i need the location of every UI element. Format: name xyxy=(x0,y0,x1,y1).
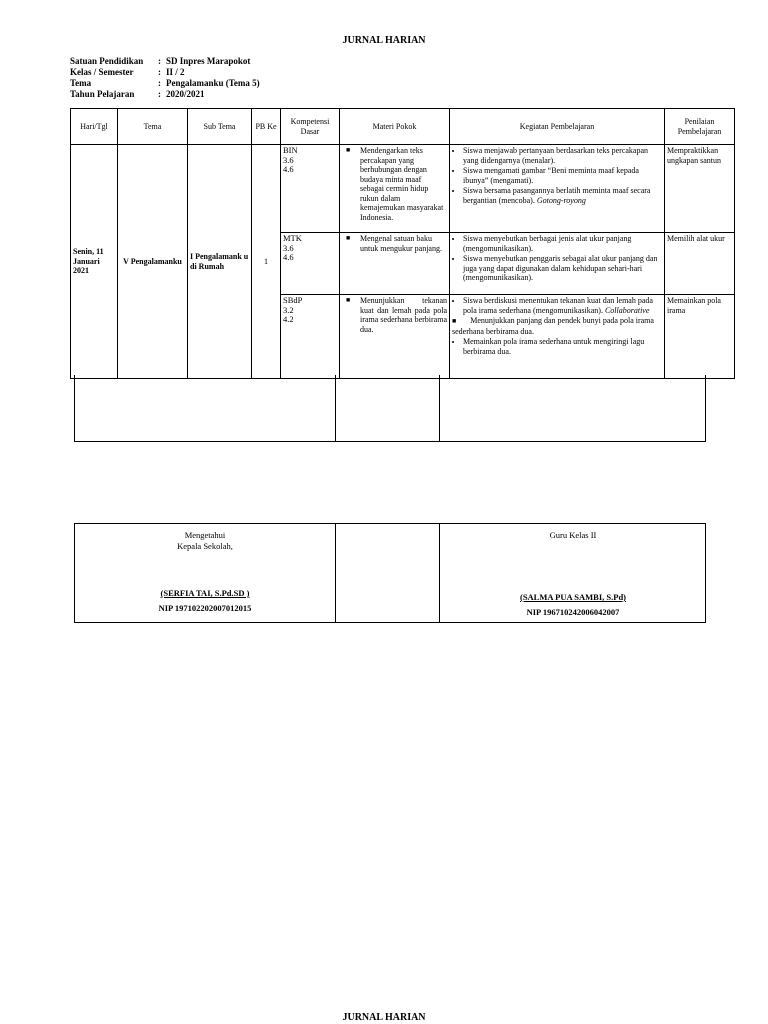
header-kegiatan: Kegiatan Pembelajaran xyxy=(450,109,665,145)
page-title: JURNAL HARIAN xyxy=(342,35,426,46)
signature-left-line1: Mengetahui xyxy=(184,530,226,540)
list-item xyxy=(463,186,662,205)
signature-box xyxy=(74,523,706,623)
kegiatan-cell xyxy=(450,295,665,379)
signature-right-name: (SALMA PUA SAMBI, S.Pd) xyxy=(519,592,627,602)
info-value: II / 2 xyxy=(166,67,185,77)
signature-left-nip: NIP 197102202007012015 xyxy=(158,603,252,613)
info-row-tema: Tema : Pengalamanku (Tema 5) xyxy=(70,78,260,88)
header-penilaian: Penilaian Pembelajaran xyxy=(665,109,735,145)
list-item xyxy=(463,296,662,315)
square-bullet-icon: ■ xyxy=(346,296,351,304)
signature-right-line1: Guru Kelas II xyxy=(549,530,597,540)
kd-cell: BIN 3.6 4.6 xyxy=(281,145,340,233)
materi-text: Mendengarkan teks percakapan yang berhubungan dengan budaya minta maaf sebagai cermin hidup rukun dalam kemajemukan masyarakat Indonesia. xyxy=(360,146,444,222)
info-value: SD Inpres Marapokot xyxy=(166,56,251,66)
identity-block xyxy=(70,56,260,100)
kegiatan-cell xyxy=(450,145,665,233)
info-label: Satuan Pendidikan xyxy=(70,56,144,66)
list-item: • Siswa menyebutkan penggaris sebagai alat ukur panjang dan juga yang dapat digunakan dalam kehidupan sehari-hari (mengomunikasikan). xyxy=(463,254,662,283)
divider xyxy=(335,524,336,622)
materi-text: Menunjukkan tekanan kuat dan lemah pada pola irama sederhana berbirama dua. xyxy=(360,296,447,334)
list-item-text: Menunjukkan panjang dan pendek bunyi pada pola irama sederhana berbirama dua. xyxy=(452,316,654,336)
signature-left-line2: Kepala Sekolah, xyxy=(177,541,233,551)
square-bullet-icon: ■ xyxy=(346,234,351,242)
table-row xyxy=(71,145,735,233)
header-hari: Hari/Tgl xyxy=(71,109,118,145)
header-pb: PB Ke xyxy=(252,109,281,145)
journal-table xyxy=(70,108,735,379)
list-item-italic: Gotong-royong xyxy=(536,195,586,205)
signature-right-nip: NIP 196710242006042007 xyxy=(526,607,620,617)
header-tema: Tema xyxy=(118,109,188,145)
divider xyxy=(335,375,336,441)
header-subtema: Sub Tema xyxy=(188,109,252,145)
signature-left-name: (SERFIA TAI, S.Pd.SD ) xyxy=(160,588,250,598)
penilaian-cell: Memilih alat ukur xyxy=(665,233,735,295)
info-label: Tahun Pelajaran xyxy=(70,89,135,99)
tema-cell: V Pengalamanku xyxy=(118,145,188,379)
info-row-tahun: Tahun Pelajaran : 2020/2021 xyxy=(70,89,205,99)
divider xyxy=(439,375,440,441)
list-item-text: Siswa berdiskusi menentukan tekanan kuat dan lemah pada pola irama sederhana (mengomunikasikan). xyxy=(463,296,653,315)
list-item xyxy=(452,316,662,336)
list-item: • Siswa mengamati gambar “Beni meminta maaf kepada ibunya” (mengamati). xyxy=(463,166,662,185)
pb-cell: 1 xyxy=(252,145,281,379)
kegiatan-cell xyxy=(450,233,665,295)
materi-cell xyxy=(340,233,450,295)
kd-cell: SBdP 3.2 4.2 xyxy=(281,295,340,379)
day-cell: Senin, 11 Januari 2021 xyxy=(71,145,118,379)
subtema-cell: I Pengalamank u di Rumah xyxy=(188,145,252,379)
list-item: • Siswa menyebutkan berbagai jenis alat ukur panjang (mengomunikasikan). xyxy=(463,234,662,253)
materi-cell xyxy=(340,295,450,379)
square-bullet-icon: ■ xyxy=(452,317,457,325)
list-item-italic: Collaborative xyxy=(604,305,650,315)
empty-box xyxy=(74,375,706,442)
list-item: • Memainkan pola irama sederhana untuk mengiringi lagu berbirama dua. xyxy=(463,337,662,356)
materi-cell xyxy=(340,145,450,233)
list-item-text: Siswa bersama pasangannya berlatih meminta maaf secara bergantian (mencoba). xyxy=(463,186,651,205)
info-label: Kelas / Semester xyxy=(70,67,134,77)
penilaian-cell: Memainkan pola irama xyxy=(665,295,735,379)
info-value: Pengalamanku (Tema 5) xyxy=(166,78,260,88)
info-label: Tema xyxy=(70,78,92,88)
page-title-next: JURNAL HARIAN xyxy=(342,1012,426,1023)
info-row-kelas: Kelas / Semester : II / 2 xyxy=(70,67,185,77)
penilaian-cell: Mempraktikkan ungkapan santun xyxy=(665,145,735,233)
materi-text: Mengenal satuan baku untuk mengukur panjang. xyxy=(360,234,442,253)
kd-cell: MTK 3.6 4.6 xyxy=(281,233,340,295)
header-kd: Kompetensi Dasar xyxy=(281,109,340,145)
table-header-row xyxy=(71,109,735,145)
square-bullet-icon: ■ xyxy=(346,146,351,154)
info-row-satuan: Satuan Pendidikan : SD Inpres Marapokot xyxy=(70,56,251,66)
list-item: • Siswa menjawab pertanyaan berdasarkan teks percakapan yang didengarnya (menalar). xyxy=(463,146,662,165)
info-value: 2020/2021 xyxy=(166,89,205,99)
header-materi: Materi Pokok xyxy=(340,109,450,145)
